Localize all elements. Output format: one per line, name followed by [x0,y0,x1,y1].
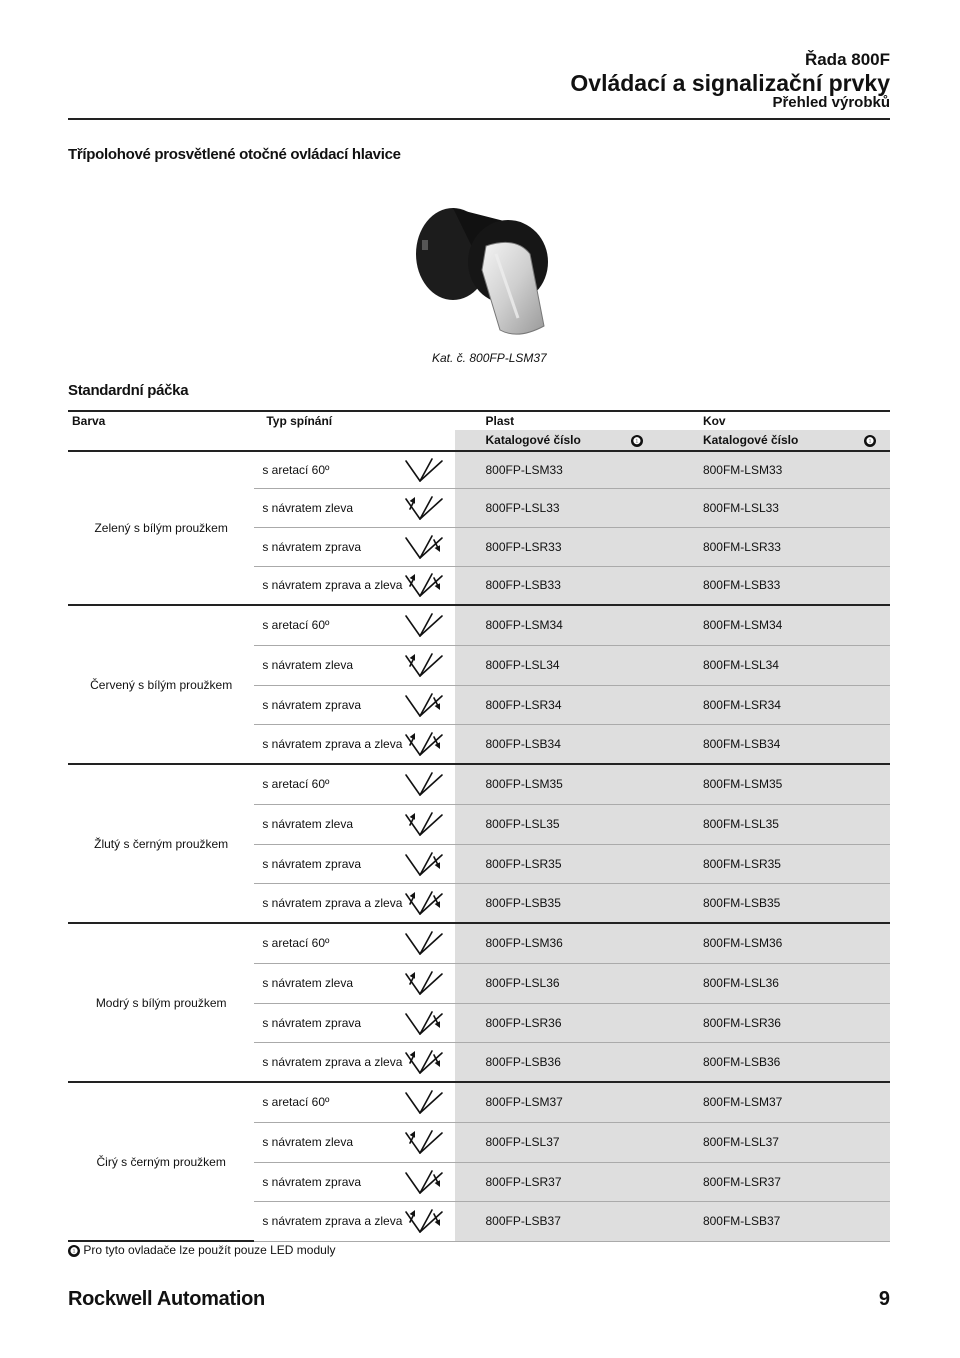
table-subheader-row [68,430,890,451]
right-switch-symbol-icon [404,849,444,879]
subsection-title: Standardní páčka [68,382,189,399]
plastic-catalog-number: 800FP-LSM34 [455,605,670,645]
metal-catalog-number: 800FM-LSM35 [671,764,890,804]
plastic-catalog-number: 800FP-LSL36 [455,963,670,1003]
metal-catalog-number: 800FM-LSL35 [671,804,890,844]
switch-symbol-cell [404,566,456,605]
metal-catalog-number: 800FM-LSL33 [671,488,890,527]
metal-catalog-number: 800FM-LSB35 [671,883,890,923]
switch-type-cell: s aretací 60º [254,923,403,963]
detent-switch-symbol-icon [404,769,444,799]
plastic-catalog-number: 800FP-LSB35 [455,883,670,923]
metal-catalog-number: 800FM-LSB34 [671,724,890,764]
color-cell: Zelený s bílým proužkem [68,451,254,605]
plastic-catalog-number: 800FP-LSL35 [455,804,670,844]
left-switch-symbol-icon [404,1127,444,1157]
metal-catalog-number: 800FM-LSL34 [671,645,890,685]
right-switch-symbol-icon [404,532,444,562]
left-switch-symbol-icon [404,650,444,680]
switch-symbol-cell [404,1201,456,1241]
series-label: Řada 800F [804,50,890,69]
both-switch-symbol-icon [404,888,444,918]
switch-symbol-cell [404,764,456,804]
switch-type-cell: s návratem zleva [254,804,403,844]
plastic-catalog-number: 800FP-LSB33 [455,566,670,605]
switch-symbol-cell [404,527,456,566]
metal-catalog-number: 800FM-LSM34 [671,605,890,645]
footnote-mark: ❶ [69,1245,79,1256]
plastic-catalog-number: 800FP-LSL34 [455,645,670,685]
both-switch-symbol-icon [404,1206,444,1236]
footnote-text: Pro tyto ovladače lze použít pouze LED moduly [83,1243,336,1257]
both-switch-symbol-icon [404,729,444,759]
switch-symbol-cell [404,605,456,645]
metal-catalog-number: 800FM-LSB33 [671,566,890,605]
footnote-mark: ❶ [865,436,875,446]
switch-type-cell: s návratem zprava a zleva [254,566,403,605]
catalog-table [68,410,890,1242]
switch-symbol-cell [404,451,456,488]
color-cell: Čirý s černým proužkem [68,1082,254,1241]
table-row [68,1082,890,1122]
metal-catalog-number: 800FM-LSM36 [671,923,890,963]
color-cell: Červený s bílým proužkem [68,605,254,764]
switch-type-cell: s aretací 60º [254,1082,403,1122]
switch-symbol-cell [404,804,456,844]
plastic-catalog-number: 800FP-LSB34 [455,724,670,764]
switch-symbol-cell [404,1122,456,1162]
plastic-catalog-number: 800FP-LSR37 [455,1162,670,1201]
both-switch-symbol-icon [404,570,444,600]
switch-type-cell: s návratem zprava a zleva [254,1042,403,1082]
metal-catalog-number: 800FM-LSM37 [671,1082,890,1122]
product-caption: Kat. č. 800FP-LSM37 [432,351,547,365]
table-row [68,923,890,963]
switch-type-cell: s návratem zprava [254,685,403,724]
switch-type-cell: s aretací 60º [254,605,403,645]
both-switch-symbol-icon [404,1047,444,1077]
switch-type-cell: s aretací 60º [254,764,403,804]
switch-symbol-cell [404,1042,456,1082]
switch-symbol-cell [404,1003,456,1042]
plastic-catalog-number: 800FP-LSM35 [455,764,670,804]
metal-catalog-number: 800FM-LSR36 [671,1003,890,1042]
header-catalog-plastic: Katalogové číslo ❶ [455,430,670,451]
switch-type-cell: s návratem zprava [254,527,403,566]
switch-type-cell: s návratem zprava a zleva [254,883,403,923]
right-switch-symbol-icon [404,690,444,720]
metal-catalog-number: 800FM-LSR37 [671,1162,890,1201]
plastic-catalog-number: 800FP-LSR35 [455,844,670,883]
plastic-catalog-number: 800FP-LSM33 [455,451,670,488]
switch-type-cell: s návratem zleva [254,645,403,685]
color-cell: Modrý s bílým proužkem [68,923,254,1082]
plastic-catalog-number: 800FP-LSB36 [455,1042,670,1082]
switch-symbol-cell [404,724,456,764]
header-color: Barva [68,411,254,430]
switch-type-cell: s návratem zprava [254,1003,403,1042]
metal-catalog-number: 800FM-LSR35 [671,844,890,883]
section-title: Třípolohové prosvětlené otočné ovládací hlavice [68,146,401,163]
right-switch-symbol-icon [404,1167,444,1197]
metal-catalog-number: 800FM-LSR34 [671,685,890,724]
metal-catalog-number: 800FM-LSL36 [671,963,890,1003]
table-row [68,605,890,645]
switch-symbol-cell [404,685,456,724]
metal-catalog-number: 800FM-LSL37 [671,1122,890,1162]
header-rule [68,118,890,120]
left-switch-symbol-icon [404,968,444,998]
plastic-catalog-number: 800FP-LSR34 [455,685,670,724]
metal-catalog-number: 800FM-LSB36 [671,1042,890,1082]
switch-symbol-cell [404,645,456,685]
metal-catalog-number: 800FM-LSR33 [671,527,890,566]
switch-symbol-cell [404,844,456,883]
plastic-catalog-number: 800FP-LSL33 [455,488,670,527]
switch-symbol-cell [404,923,456,963]
table-row [68,764,890,804]
plastic-catalog-number: 800FP-LSR36 [455,1003,670,1042]
switch-symbol-cell [404,963,456,1003]
switch-symbol-cell [404,488,456,527]
switch-type-cell: s návratem zleva [254,1122,403,1162]
header-metal: Kov [671,411,890,430]
detent-switch-symbol-icon [404,610,444,640]
switch-symbol-cell [404,1082,456,1122]
plastic-catalog-number: 800FP-LSR33 [455,527,670,566]
plastic-catalog-number: 800FP-LSM37 [455,1082,670,1122]
footnote [68,1243,335,1257]
header-catalog-metal: Katalogové číslo ❶ [671,430,890,451]
product-photo [408,196,558,341]
header-type: Typ spínání [254,411,455,430]
switch-type-cell: s návratem zprava [254,844,403,883]
left-switch-symbol-icon [404,809,444,839]
plastic-catalog-number: 800FP-LSL37 [455,1122,670,1162]
switch-type-cell: s návratem zprava a zleva [254,1201,403,1241]
switch-type-cell: s návratem zprava a zleva [254,724,403,764]
metal-catalog-number: 800FM-LSB37 [671,1201,890,1241]
switch-symbol-cell [404,883,456,923]
plastic-catalog-number: 800FP-LSM36 [455,923,670,963]
color-cell: Žlutý s černým proužkem [68,764,254,923]
page-subtitle: Přehled výrobků [772,94,890,111]
switch-type-cell: s návratem zprava [254,1162,403,1201]
footnote-mark: ❶ [632,436,641,446]
plastic-catalog-number: 800FP-LSB37 [455,1201,670,1241]
right-switch-symbol-icon [404,1008,444,1038]
header-plastic: Plast [455,411,670,430]
switch-type-cell: s návratem zleva [254,488,403,527]
table-row [68,451,890,488]
page-title: Ovládací a signalizační prvky [570,70,890,96]
switch-symbol-cell [404,1162,456,1201]
detent-switch-symbol-icon [404,455,444,485]
metal-catalog-number: 800FM-LSM33 [671,451,890,488]
table-header-row [68,411,890,430]
switch-type-cell: s návratem zleva [254,963,403,1003]
left-switch-symbol-icon [404,493,444,523]
detent-switch-symbol-icon [404,928,444,958]
detent-switch-symbol-icon [404,1087,444,1117]
page-number: 9 [878,1288,890,1310]
brand-logo: Rockwell Automation [68,1288,265,1310]
switch-type-cell: s aretací 60º [254,451,403,488]
